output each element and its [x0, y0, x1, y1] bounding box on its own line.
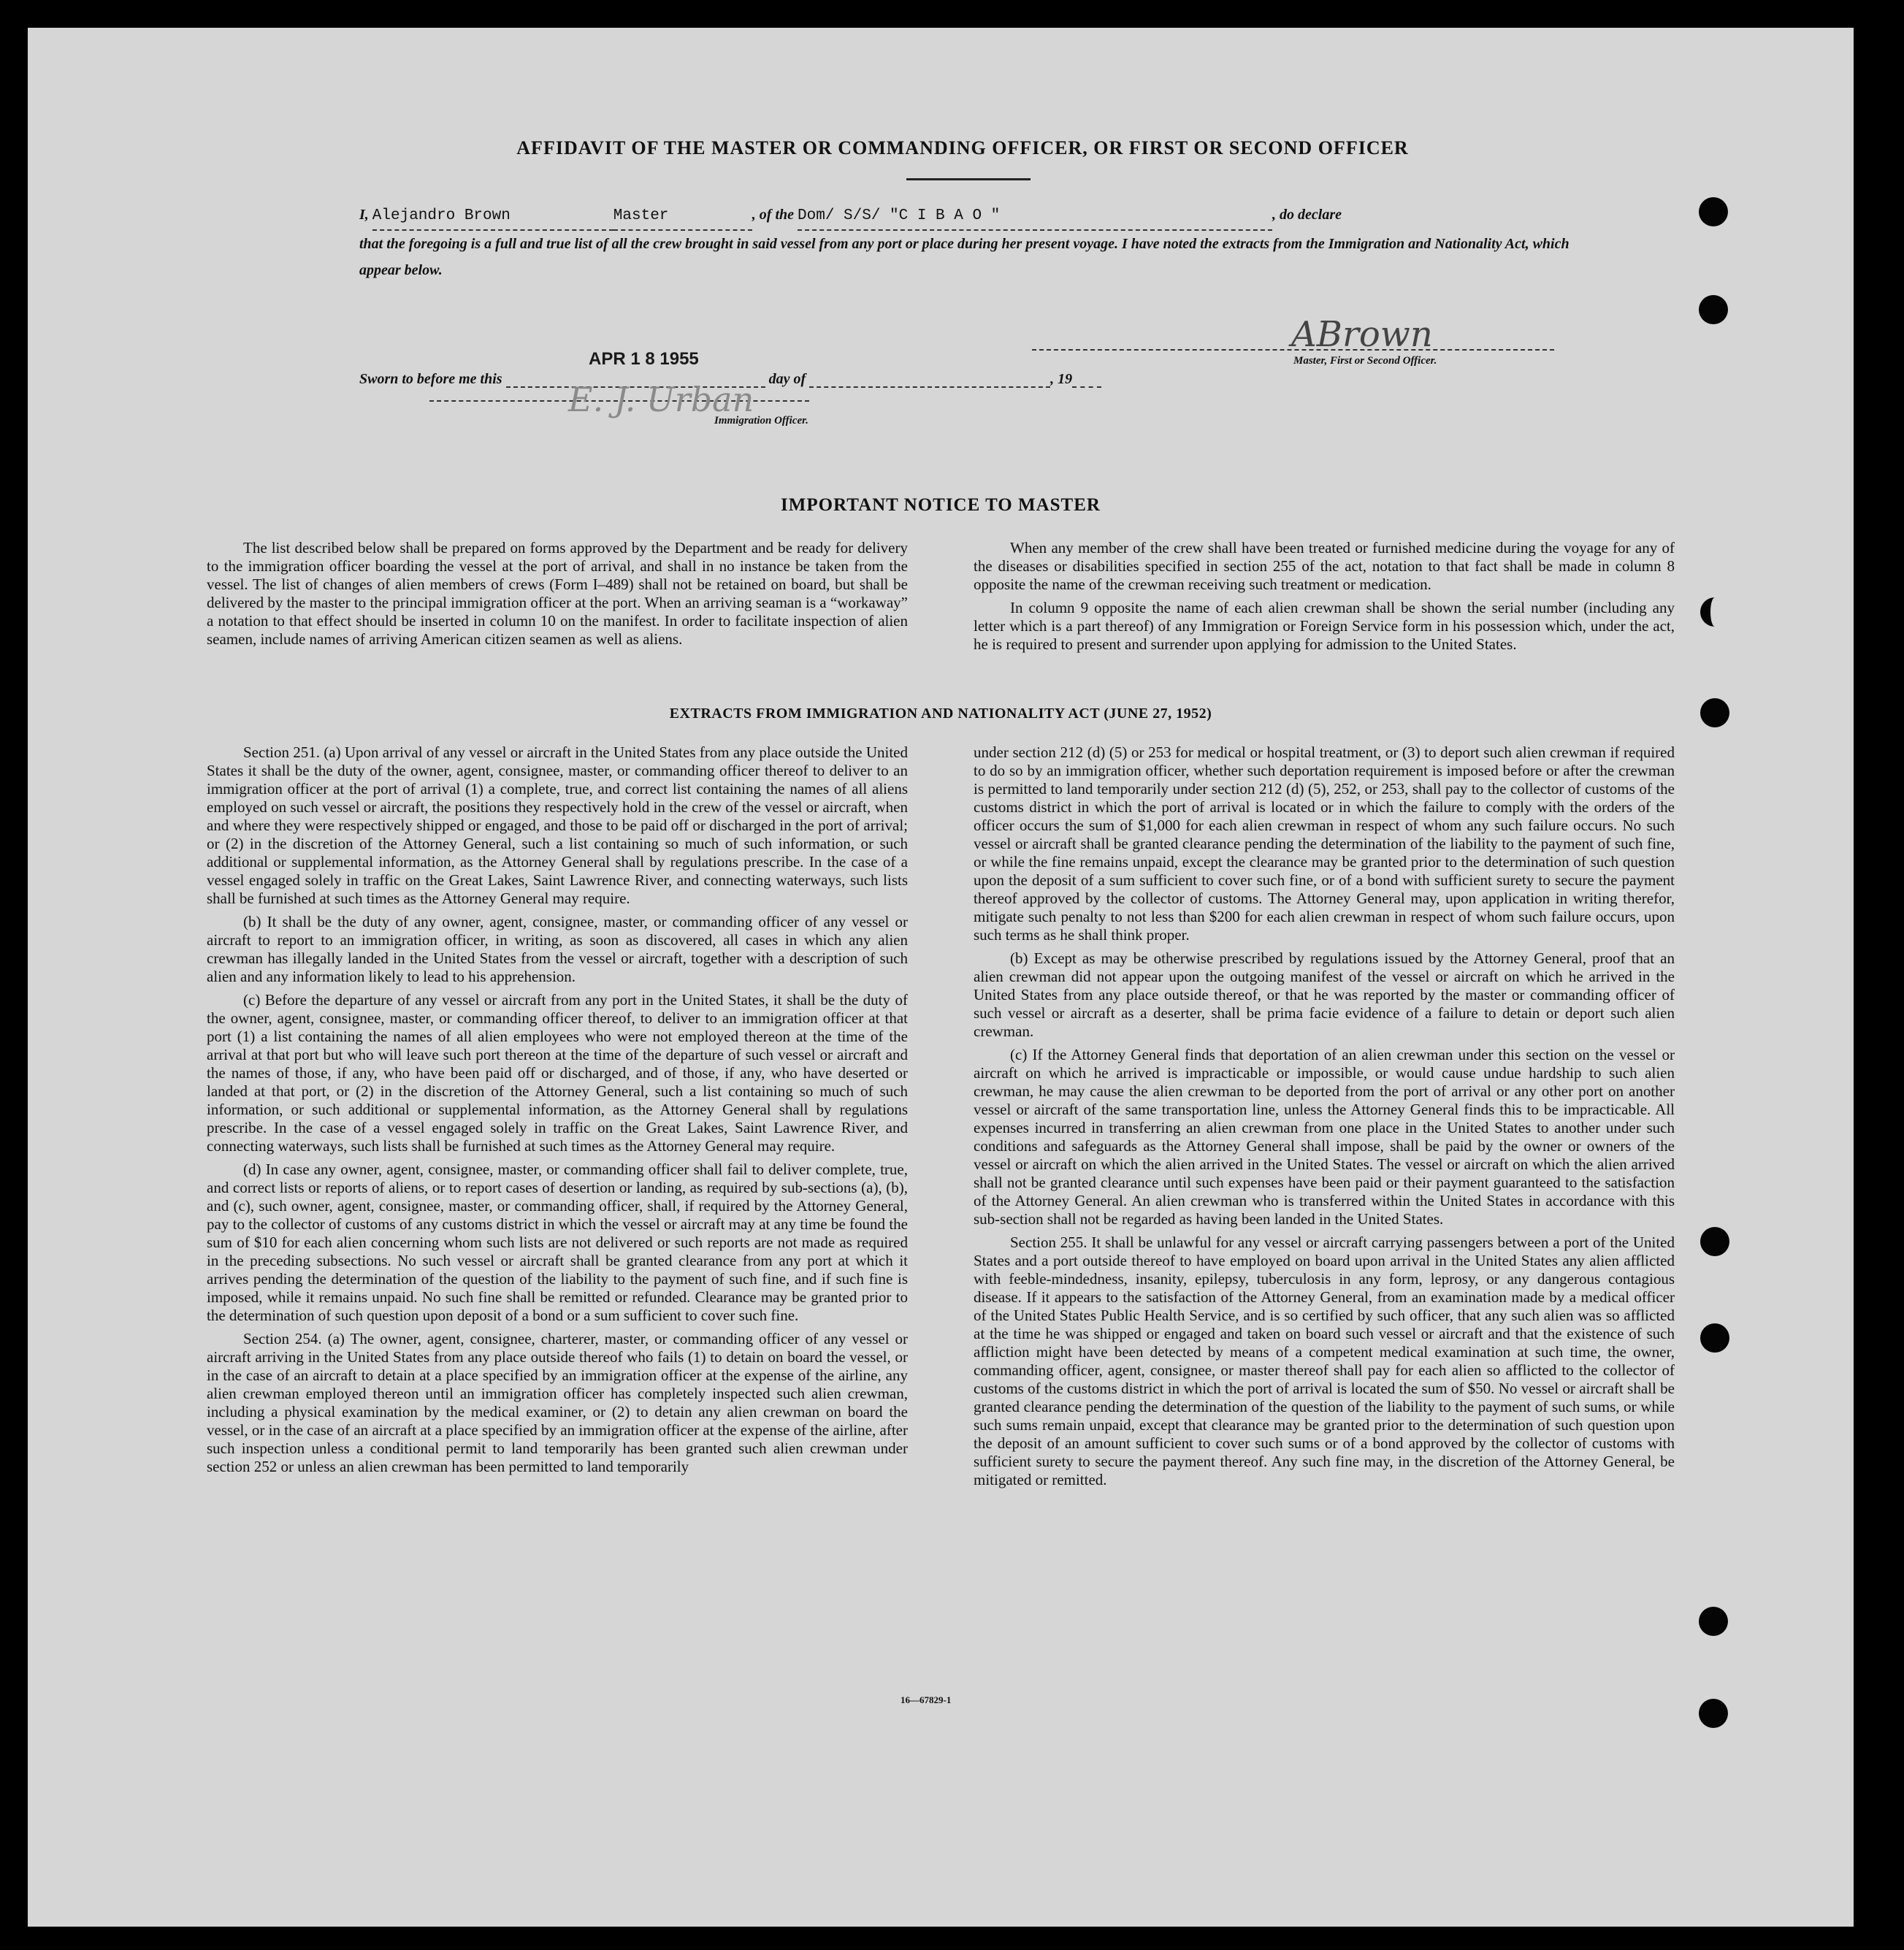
section-paragraph: Section 255. It shall be unlawful for any vessel or aircraft carrying passengers between a port of the United States and a port outside thereof to have employed on board upon arrival in the United States any alien afflicted with feeble-mindedness, insanity, epilepsy, tuberculosis in any form, leprosy, or any dangerous contagious disease. If it appears to the satisfaction of the Attorney General, from an examination made by a medical officer of the United States Public Health Service, and is so certified by such officer, that any such alien was so afflicted at the time he was shipped or engaged and taken on board such vessel or aircraft and that the existence of such affliction might have been detected by means of a competent medical examination at such time, the owner, commanding officer, agent, consignee, or master thereof shall pay for each alien so afflicted to the collector of customs of the customs district in which the port of arrival is located the sum of $50. No vessel or aircraft shall be granted clearance pending the determination of the question of the liability to the payment of such sums, or while such sums remain unpaid, except that clearance may be granted prior to the determination of such question upon the deposit of an amount sufficient to cover such sums or of a bond approved by the collector of customs with sufficient surety to secure the payment thereof. Any such fine may, in the discretion of the Attorney General, be mitigated or remitted.	[974, 1234, 1675, 1488]
day-of-label: day of	[768, 371, 806, 387]
notice-paragraph: The list described below shall be prepared on forms approved by the Department and be ready for delivery to the immigration officer boarding the vessel at the port of arrival, and shall in no instance be taken from the vessel. The list of changes of alien members of crews (Form I–489) shall not be retained on board, but shall be delivered by the master to the principal immigration officer at the port. When an arriving seaman is a “workaway” a notation to that effect should be inserted in column 10 on the manifest. In order to facilitate inspection of alien seamen, include names of arriving American citizen seamen as well as aliens.	[207, 539, 908, 648]
officer-signature: E. J. Urban	[568, 380, 754, 419]
punch-hole	[1699, 197, 1728, 226]
section-paragraph: (b) It shall be the duty of any owner, agent, consignee, master, or commanding officer of any vessel or aircraft to report to an immigration officer, in writing, as soon as discovered, all cases in which any alien crewman has illegally landed in the United States from the vessel or aircraft, together with a description of such alien and any information likely to lead to his apprehension.	[207, 913, 908, 985]
sworn-year-field	[1072, 386, 1101, 388]
section-paragraph: Section 254. (a) The owner, agent, consignee, charterer, master, or commanding officer of any vessel or aircraft arriving in the United States from any place outside thereof who fails (1) to detain on board the vessel, or in the case of an aircraft to detain at a place specified by an immigration officer at the expense of the airline, any alien crewman employed thereon until an immigration officer has completely inspected such alien crewman, including a physical examination by the medical examiner, or (2) to detain any alien crewman on board the vessel, or in the case of an aircraft at a place specified by an immigration officer at the expense of the airline, after such inspection unless a conditional permit to land temporarily has been granted such alien crewman under section 252 or unless an alien crewman has been permitted to land temporarily	[207, 1330, 908, 1475]
section-paragraph: (b) Except as may be otherwise prescribed by regulations issued by the Attorney General, proof that an alien crewman did not appear upon the outgoing manifest of the vessel or aircraft on which he arrived in the United States from any place outside thereof, or that he was reported by the master or commanding officer of such vessel or aircraft as a deserter, shall be prima facie evidence of a failure to detain or deport such alien crewman.	[974, 949, 1675, 1040]
rank-field	[613, 202, 752, 231]
punch-hole	[1700, 1227, 1729, 1256]
declaration-prefix: I,	[359, 207, 369, 223]
officer-caption: Immigration Officer.	[714, 415, 808, 427]
vessel-name: Dom/ S/S/ "C I B A O "	[798, 207, 1001, 224]
year-label: , 19	[1050, 371, 1073, 387]
notice-left-column	[207, 539, 908, 654]
affidavit-title: AFFIDAVIT OF THE MASTER OR COMMANDING OFFICER, OR FIRST OR SECOND OFFICER	[516, 137, 1409, 158]
affidavit-statement	[359, 202, 1579, 283]
punch-hole	[1699, 1607, 1728, 1636]
title-underline	[906, 178, 1031, 180]
document-page	[28, 28, 1854, 1927]
form-number: 16—67829-1	[901, 1694, 952, 1705]
declare-label: , do declare	[1272, 207, 1342, 223]
extracts-title: EXTRACTS FROM IMMIGRATION AND NATIONALITY ACT (JUNE 27, 1952)	[669, 706, 1212, 722]
declaration-line	[359, 202, 1579, 231]
extracts-left-column	[207, 743, 908, 1481]
punch-hole	[1700, 698, 1729, 727]
sworn-month-field	[809, 386, 1050, 388]
declaration-body: that the foregoing is a full and true list of all the crew brought in said vessel from any port or place during her present voyage. I have noted the extracts from the Immigration and Nationality Act, which appear below.	[359, 236, 1570, 278]
punch-hole	[1699, 1699, 1728, 1728]
punch-hole	[1699, 295, 1728, 324]
master-caption: Master, First or Second Officer.	[1293, 355, 1437, 367]
notice-paragraph: When any member of the crew shall have been treated or furnished medicine during the voyage for any of the diseases or disabilities specified in section 255 of the act, notation to that fact shall be made in column 8 opposite the name of the crewman receiving such treatment or medication.	[974, 539, 1675, 593]
extracts-right-column	[974, 743, 1675, 1494]
vessel-field	[798, 202, 1272, 231]
section-paragraph: (c) If the Attorney General finds that deportation of an alien crewman under this section on the vessel or aircraft on which he arrived is impracticable or impossible, or would cause undue hardship to such alien crewman, he may cause the alien crewman to be deported from the port of arrival or any other port on another vessel or aircraft of the same transportation line, unless the Attorney General finds this to be impracticable. All expenses incurred in transferring an alien crewman from one place in the United States to another under such conditions and safeguards as the Attorney General shall impose, shall be paid by the owner or owners of the vessel or aircraft on which the alien arrived in the United States. The vessel or aircraft on which the alien arrived shall not be granted clearance until such expenses have been paid or their payment guaranteed to the satisfaction of the Attorney General. An alien crewman who is transferred within the United States in accordance with this sub-section shall not be regarded as having been landed in the United States.	[974, 1046, 1675, 1228]
punch-hole	[1700, 597, 1729, 627]
section-paragraph: Section 251. (a) Upon arrival of any vessel or aircraft in the United States from any place outside the United States it shall be the duty of the owner, agent, consignee, master, or commanding officer thereof to deliver to an immigration officer at the port of arrival (1) a complete, true, and correct list containing the names of all aliens employed on such vessel or aircraft, the positions they respectively hold in the crew of the vessel or aircraft, when and where they were respectively shipped or engaged, and those to be paid off or discharged in the port of arrival; or (2) in the discretion of the Attorney General, such a list containing so much of such information, or such additional or supplemental information, as the Attorney General shall by regulations prescribe. In the case of a vessel engaged solely in traffic on the Great Lakes, Saint Lawrence River, and connecting waterways, such lists shall be furnished at such times as the Attorney General may require.	[207, 743, 908, 907]
notice-title: IMPORTANT NOTICE TO MASTER	[781, 495, 1101, 515]
of-the-label: , of the	[752, 207, 795, 223]
notice-right-column	[974, 539, 1675, 659]
master-name-field	[372, 202, 613, 231]
section-paragraph: under section 212 (d) (5) or 253 for medical or hospital treatment, or (3) to deport such alien crewman if required to do so by an immigration officer, whether such deportation requirement is imposed before or after the crewman is permitted to land temporarily under section 212 (d) (5), 252, or 253, shall pay to the collector of customs of the customs district in which the port of arrival is located or in which the failure to comply with the orders of the officer occurs the sum of $1,000 for each alien crewman in respect of whom any such failure occurs. No such vessel or aircraft shall be granted clearance pending the determination of the liability to the payment of such fine, or while the fine remains unpaid, except the clearance may be granted prior to the determination of such question upon the deposit of a sum sufficient to cover such fine, or of a bond with sufficient surety to secure the payment thereof approved by the collector of customs. The Attorney General may, upon application in writing therefor, mitigate such penalty to not less than $200 for each alien crewman in respect of whom such failure occurs, upon such terms as he shall think proper.	[974, 743, 1675, 944]
punch-hole	[1700, 1323, 1729, 1353]
notice-paragraph: In column 9 opposite the name of each alien crewman shall be shown the serial number (including any letter which is a part thereof) of any Immigration or Foreign Service form in his possession which, under the act, he is required to present and surrender upon applying for admission to the United States.	[974, 599, 1675, 653]
master-rank: Master	[613, 207, 669, 224]
section-paragraph: (d) In case any owner, agent, consignee, master, or commanding officer shall fail to deliver complete, true, and correct lists or reports of aliens, or to report cases of desertion or landing, as required by sub-sections (a), (b), and (c), such owner, agent, consignee, master, or commanding officer, shall, if required by the Attorney General, pay to the collector of customs of any customs district in which the vessel or aircraft may at any time be found the sum of $10 for each alien concerning whom such lists are not delivered or such reports are not made as required in the preceding subsections. No such vessel or aircraft shall be granted clearance from any port at which it arrives pending the determination of the question of the liability to the payment of such fine, and if such fine is imposed, while it remains unpaid. No such fine shall be remitted or refunded. Clearance may be granted prior to the determination of such question upon deposit of a bond or a sum sufficient to cover such fine.	[207, 1161, 908, 1324]
section-paragraph: (c) Before the departure of any vessel or aircraft from any port in the United States, it shall be the duty of the owner, agent, consignee, master, or commanding officer thereof, to deliver to an immigration officer at that port (1) a list containing the names of all alien employees who were not employed thereon at the time of the arrival at that port but who will leave such port thereon at the time of the departure of such vessel or aircraft and the names of those, if any, who have been paid off or discharged, and of those, if any, who have deserted or landed at that port, or (2) in the discretion of the Attorney General, such a list containing so much of such information, or such additional or supplemental information, as the Attorney General shall by regulations prescribe. In the case of a vessel engaged solely in traffic on the Great Lakes, Saint Lawrence River, and connecting waterways, such lists shall be furnished at such times as the Attorney General may require.	[207, 991, 908, 1155]
date-stamp: APR 1 8 1955	[589, 349, 699, 369]
master-signature: ABrown	[1291, 314, 1433, 355]
master-name: Alejandro Brown	[372, 207, 511, 224]
sworn-label: Sworn to before me this	[359, 371, 502, 387]
